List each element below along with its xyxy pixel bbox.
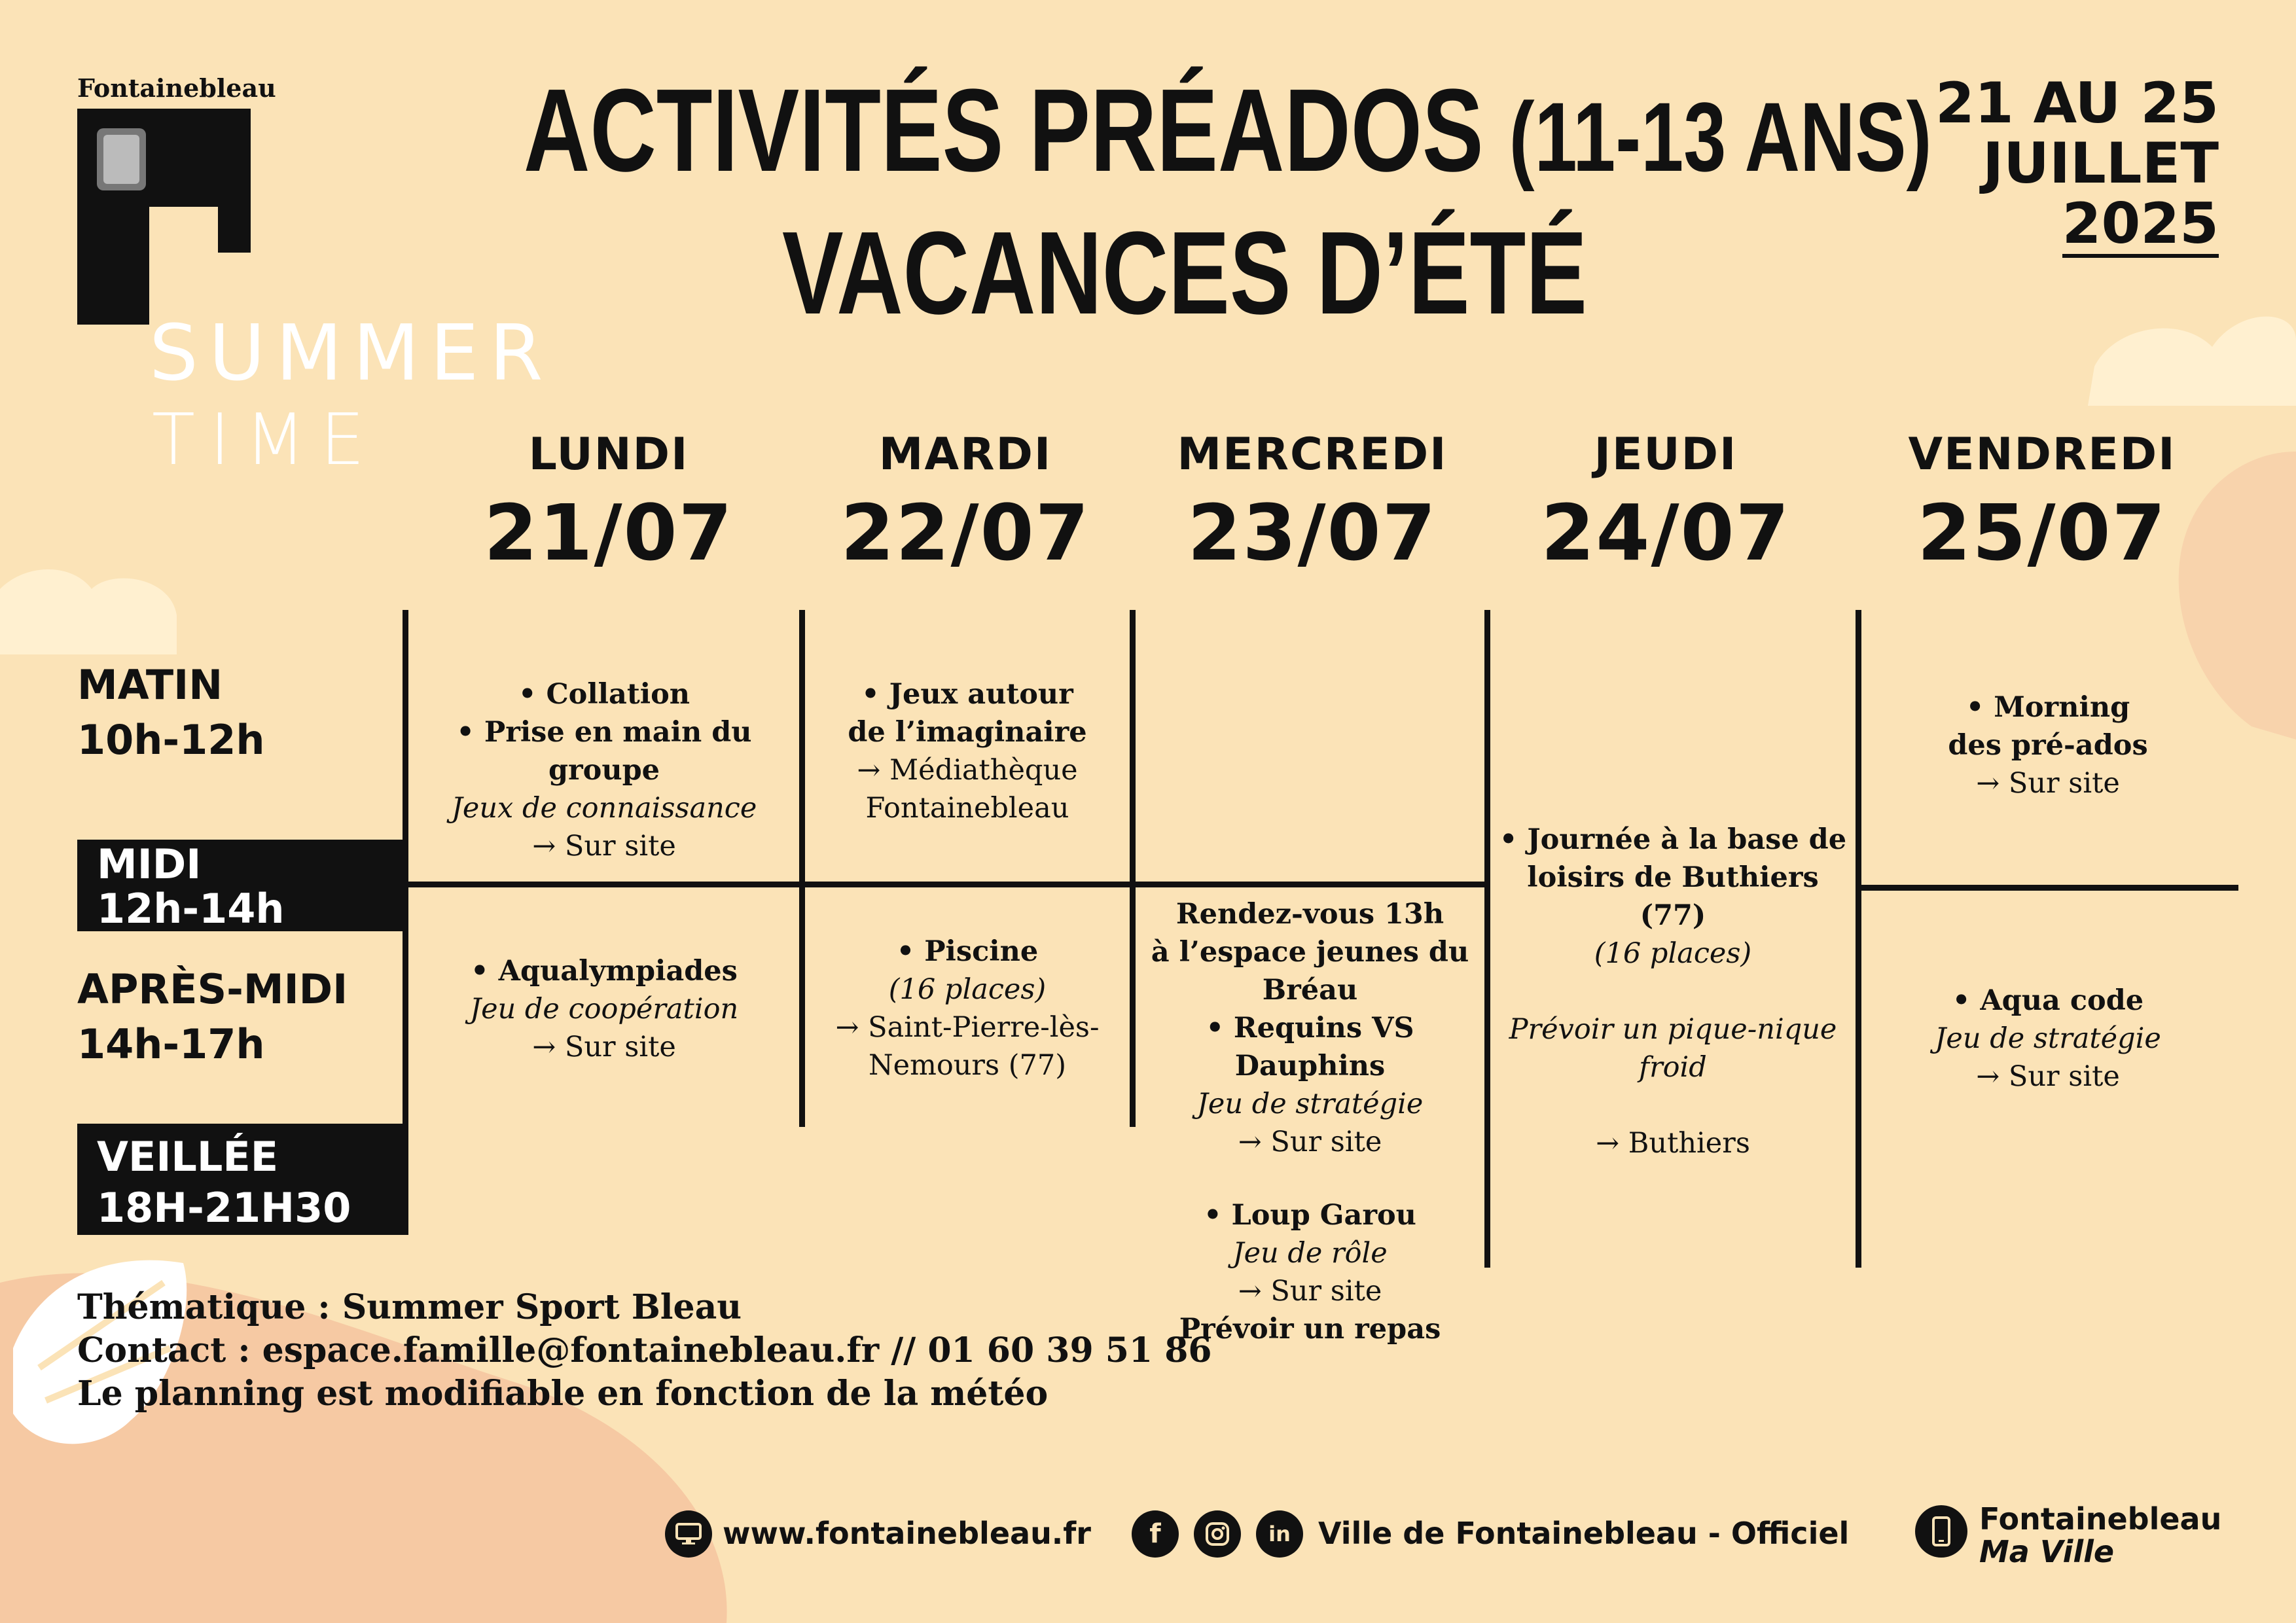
info-theme: Thématique : Summer Sport Bleau (77, 1287, 742, 1327)
slot-apres-midi (77, 962, 348, 1072)
grid-line-v2 (799, 610, 805, 1127)
activity-description: Jeux de connaissance (451, 792, 757, 825)
date-line2: JUILLET (1982, 131, 2219, 196)
activity-title: • Jeux autour (861, 678, 1073, 711)
activity-places: (16 places) (888, 973, 1047, 1006)
info-contact[interactable]: Contact : espace.famille@fontainebleau.fr // 01 60 39 51 86 (77, 1330, 1212, 1370)
date-block (1935, 73, 2219, 258)
slot-veillee-label: VEILLÉE (97, 1133, 279, 1181)
title-age: (11-13 ANS) (1509, 82, 1932, 192)
monitor-icon (665, 1510, 712, 1558)
activity-title: • Aqualympiades (471, 955, 738, 988)
activity-description: Jeu de stratégie (1935, 1022, 2161, 1055)
app-name[interactable] (1979, 1503, 2221, 1568)
spacer (1490, 972, 1856, 1010)
cell-jeudi-journee (1490, 821, 1856, 1162)
cell-mercredi-aprem (1136, 895, 1484, 1161)
spacer (1490, 1086, 1856, 1124)
cell-lundi-matin (408, 675, 800, 865)
activity-location: Nemours (77) (869, 1049, 1066, 1082)
activity-location: → Saint-Pierre-lès- (835, 1011, 1100, 1044)
activity-meeting: à l’espace jeunes du (1151, 936, 1469, 969)
slot-midi-label: MIDI (97, 840, 202, 888)
info-note: Le planning est modifiable en fonction de la météo (77, 1374, 1049, 1414)
activity-title: des pré-ados (1948, 729, 2148, 762)
slot-apres-label: APRÈS-MIDI (77, 965, 348, 1013)
grid-line-v4 (1484, 610, 1490, 1268)
title-main: ACTIVITÉS PRÉADOS (524, 65, 1484, 196)
activity-title: Dauphins (1234, 1050, 1386, 1082)
activity-description: Jeu de stratégie (1196, 1088, 1424, 1120)
day-name-lundi: LUNDI (528, 429, 689, 480)
cell-mardi-aprem (805, 933, 1130, 1084)
date-line3: 2025 (2062, 191, 2219, 257)
instagram-icon[interactable] (1194, 1510, 1241, 1558)
day-name-mardi: MARDI (878, 429, 1052, 480)
slot-veillee (77, 1124, 408, 1235)
website-link[interactable]: www.fontainebleau.fr (723, 1516, 1091, 1551)
cell-lundi-aprem (408, 952, 800, 1066)
grid-line-v3 (1130, 610, 1136, 1127)
activity-location: → Sur site (1976, 1060, 2120, 1093)
app-name-line1: Fontainebleau (1979, 1501, 2222, 1537)
grid-line-h-midi-left (403, 882, 1489, 887)
slot-veillee-time: 18H-21H30 (97, 1184, 351, 1232)
activity-meeting: Rendez-vous 13h (1175, 898, 1444, 931)
activity-note: froid (1639, 1051, 1707, 1084)
day-date-mardi: 22/07 (840, 488, 1090, 578)
day-date-mercredi: 23/07 (1187, 488, 1437, 578)
day-date-vendredi: 25/07 (1917, 488, 2167, 578)
activity-location: → Médiathèque (857, 754, 1078, 787)
time-word: TIME (152, 399, 380, 481)
slot-matin-time: 10h-12h (77, 716, 265, 764)
day-name-vendredi: VENDREDI (1908, 429, 2176, 480)
date-line1: 21 AU 25 (1935, 71, 2219, 136)
activity-title: • Collation (518, 678, 691, 711)
logo-f-icon (77, 109, 254, 325)
day-name-mercredi: MERCREDI (1177, 429, 1448, 480)
app-name-line2: Ma Ville (1979, 1534, 2115, 1569)
activity-location: → Buthiers (1596, 1127, 1750, 1160)
activity-title: • Journée à la base de (1499, 823, 1847, 856)
activity-title: de l’imaginaire (848, 716, 1087, 749)
grid-line-v5 (1856, 610, 1861, 1268)
activity-title: • Morning (1965, 691, 2130, 724)
day-name-jeudi: JEUDI (1594, 429, 1738, 480)
activity-location: → Sur site (1976, 767, 2120, 800)
activity-note: Prévoir un pique-nique (1509, 1013, 1837, 1046)
activity-meeting: Bréau (1262, 974, 1358, 1007)
summer-word: SUMMER (149, 308, 554, 398)
cloud-shape-left (0, 569, 177, 654)
activity-places: (16 places) (1594, 937, 1752, 970)
activity-description: Jeu de rôle (1232, 1237, 1388, 1270)
activity-location: Fontainebleau (865, 792, 1069, 825)
activity-title: • Prise en main du groupe (456, 716, 752, 787)
cell-mardi-matin (805, 675, 1130, 827)
grid-line-h-midi-right (1856, 885, 2238, 891)
social-handle[interactable]: Ville de Fontainebleau - Officiel (1318, 1516, 1850, 1551)
slot-apres-time: 14h-17h (77, 1020, 265, 1068)
activity-title: • Piscine (896, 935, 1039, 968)
activity-location: → Sur site (532, 1031, 676, 1063)
slot-midi-time: 12h-14h (97, 885, 285, 933)
slot-midi (77, 840, 408, 931)
slot-matin (77, 658, 265, 768)
activity-location: → Sur site (1238, 1275, 1382, 1308)
activity-description: Jeu de coopération (469, 993, 739, 1026)
slot-matin-label: MATIN (77, 661, 223, 709)
activity-note: Prévoir un repas (1179, 1313, 1441, 1346)
facebook-icon[interactable]: f (1132, 1510, 1179, 1558)
activity-title: • Requins VS (1206, 1012, 1414, 1044)
info-block (77, 1286, 1212, 1416)
cloud-shape-right (2088, 317, 2296, 406)
activity-title: loisirs de Buthiers (77) (1527, 861, 1819, 932)
activity-location: → Sur site (532, 830, 676, 863)
day-date-lundi: 21/07 (484, 488, 734, 578)
cell-vendredi-aprem (1861, 982, 2234, 1096)
activity-title: • Aqua code (1952, 984, 2144, 1017)
activity-title: • Loup Garou (1204, 1199, 1416, 1232)
logo-text: Fontainebleau (77, 73, 276, 103)
day-date-jeudi: 24/07 (1541, 488, 1791, 578)
smartphone-icon (1915, 1505, 1967, 1558)
page-title-line1 (524, 65, 1932, 202)
activity-location: → Sur site (1238, 1126, 1382, 1158)
linkedin-icon[interactable]: in (1256, 1510, 1303, 1558)
cell-vendredi-matin (1861, 688, 2234, 802)
page-title-line2: VACANCES D’ÉTÉ (782, 207, 1587, 339)
